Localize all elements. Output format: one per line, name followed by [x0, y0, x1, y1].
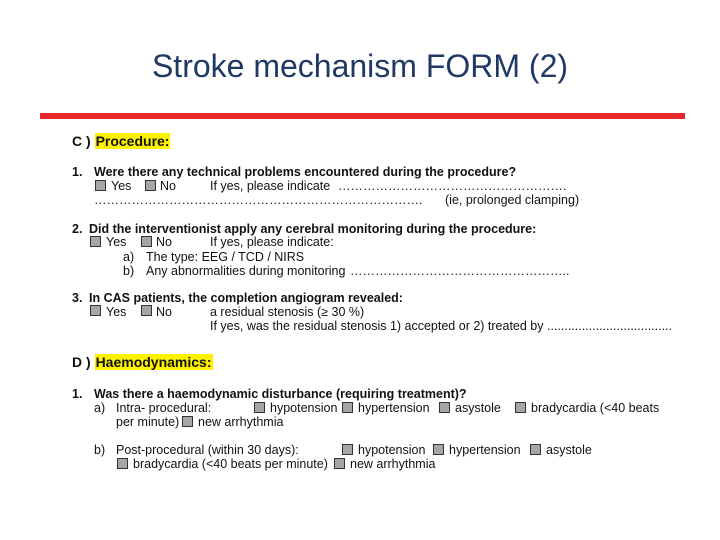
section-c-title: Procedure:: [95, 133, 170, 149]
c2-b-label: b): [123, 264, 135, 278]
d1-a-hypertension-label: hypertension: [358, 401, 430, 415]
c1-question: Were there any technical problems encountered during the procedure?: [94, 165, 517, 179]
section-d-prefix: D ): [72, 354, 91, 370]
d1-a-asystole-label: asystole: [455, 401, 501, 415]
d1-a-bradycardia-label: bradycardia (<40 beats: [531, 401, 660, 415]
d1-b-bradycardia-label: bradycardia (<40 beats per minute): [133, 457, 328, 471]
c3-question: In CAS patients, the completion angiogram revealed:: [89, 291, 403, 305]
d1-a-arrhythmia-label: new arrhythmia: [198, 415, 284, 429]
d1-b-hypertension-label: hypertension: [449, 443, 521, 457]
d1-b-text: Post-procedural (within 30 days):: [116, 443, 299, 457]
d1-a-bradycardia-cont: per minute): [116, 415, 180, 429]
section-d-title: Haemodynamics:: [95, 354, 212, 370]
d1-b-arrhythmia-label: new arrhythmia: [350, 457, 436, 471]
c2-question: Did the interventionist apply any cerebral monitoring during the procedure:: [89, 222, 537, 236]
c3-number: 3.: [72, 291, 83, 305]
c1-yes-label: Yes: [111, 179, 132, 193]
c3-yes-label: Yes: [106, 305, 127, 319]
d1-b-label: b): [94, 443, 106, 457]
c1-answer-line-2[interactable]: …………………………………………………………………….: [94, 193, 423, 207]
c3-no-label: No: [156, 305, 172, 319]
c1-note: (ie, prolonged clamping): [445, 193, 580, 207]
title-divider: [40, 113, 685, 119]
d1-b-asystole-checkbox[interactable]: [530, 444, 541, 455]
c1-yes-checkbox[interactable]: [95, 180, 106, 191]
c1-ifyes-label: If yes, please indicate: [210, 179, 331, 193]
d1-b-hypotension-label: hypotension: [358, 443, 426, 457]
d1-a-arrhythmia-checkbox[interactable]: [182, 416, 193, 427]
d1-b-asystole-label: asystole: [546, 443, 592, 457]
c3-ifyes-text: If yes, was the residual stenosis 1) accepted or 2) treated by ....................................: [210, 319, 672, 333]
section-d-heading: [72, 355, 213, 369]
c3-no-checkbox[interactable]: [141, 305, 152, 316]
d1-b-bradycardia-checkbox[interactable]: [117, 458, 128, 469]
c2-no-checkbox[interactable]: [141, 236, 152, 247]
section-c-prefix: C ): [72, 133, 91, 149]
c2-ifyes-label: If yes, please indicate:: [210, 235, 334, 249]
c1-no-label: No: [160, 179, 176, 193]
d1-b-hypertension-checkbox[interactable]: [433, 444, 444, 455]
d1-b-arrhythmia-checkbox[interactable]: [334, 458, 345, 469]
c2-a-label: a): [123, 250, 135, 264]
section-c-heading: [72, 134, 170, 148]
c2-b-text: Any abnormalities during monitoring: [146, 264, 346, 278]
c1-answer-line-1[interactable]: ……………………………………………….: [338, 179, 567, 193]
c2-yes-label: Yes: [106, 235, 127, 249]
d1-a-text: Intra- procedural:: [116, 401, 212, 415]
d1-question: Was there a haemodynamic disturbance (requiring treatment)?: [94, 387, 467, 401]
c3-yes-checkbox[interactable]: [90, 305, 101, 316]
page-title: Stroke mechanism FORM (2): [151, 48, 569, 84]
d1-number: 1.: [72, 387, 83, 401]
d1-a-label: a): [94, 401, 106, 415]
c3-residual-label: a residual stenosis (≥ 30 %): [210, 305, 365, 319]
c2-b-answer-line[interactable]: ……………………………………………..: [350, 264, 570, 278]
c2-a-text: The type: EEG / TCD / NIRS: [146, 250, 305, 264]
d1-a-hypotension-checkbox[interactable]: [254, 402, 265, 413]
c1-number: 1.: [72, 165, 83, 179]
c2-yes-checkbox[interactable]: [90, 236, 101, 247]
d1-a-asystole-checkbox[interactable]: [439, 402, 450, 413]
c2-no-label: No: [156, 235, 172, 249]
d1-b-hypotension-checkbox[interactable]: [342, 444, 353, 455]
c2-number: 2.: [72, 222, 83, 236]
d1-a-hypotension-label: hypotension: [270, 401, 338, 415]
c1-no-checkbox[interactable]: [145, 180, 156, 191]
d1-a-bradycardia-checkbox[interactable]: [515, 402, 526, 413]
d1-a-hypertension-checkbox[interactable]: [342, 402, 353, 413]
